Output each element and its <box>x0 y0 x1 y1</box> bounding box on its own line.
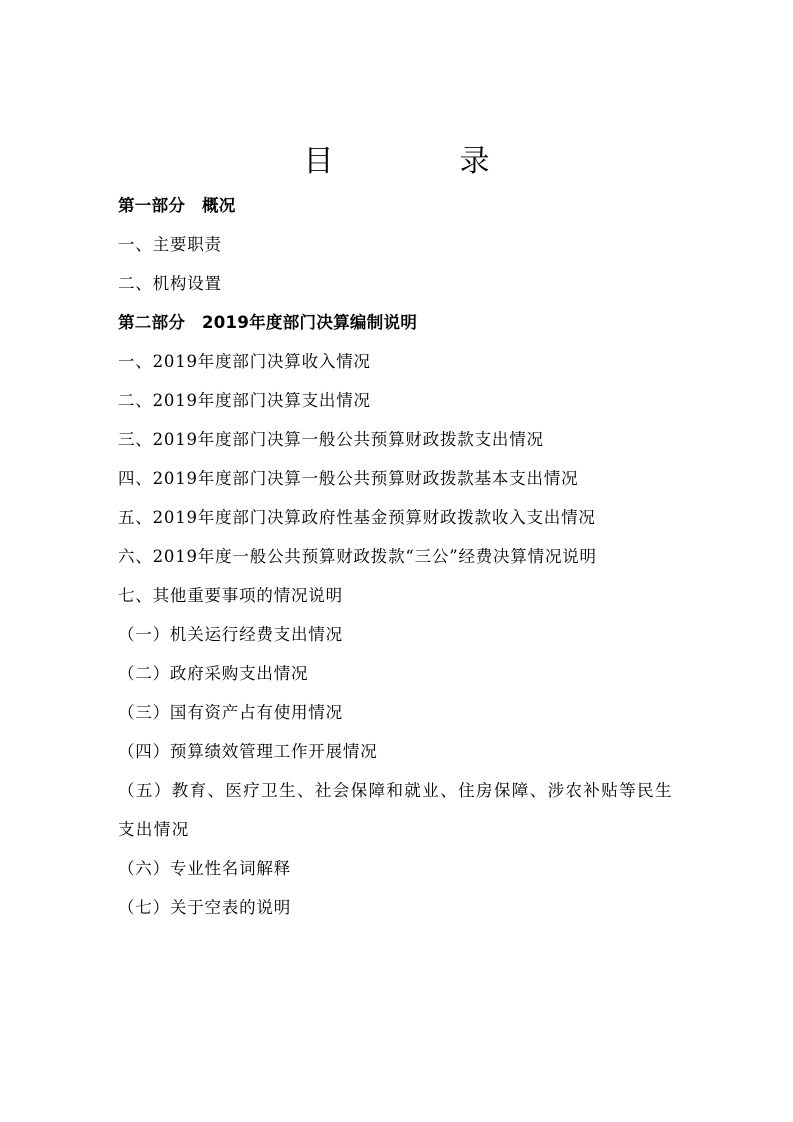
toc-part-1[interactable]: 第一部分 概况 <box>118 196 236 215</box>
toc-item-general-budget-basic-expenditure[interactable]: 四、2019年度部门决算一般公共预算财政拨款基本支出情况 <box>118 469 579 488</box>
toc-subitem-government-procurement[interactable]: （二）政府采购支出情况 <box>118 664 309 683</box>
toc-subitem-glossary[interactable]: （六）专业性名词解释 <box>118 859 291 878</box>
page-title: 目 录 <box>303 144 538 179</box>
toc-part-2[interactable]: 第二部分 2019年度部门决算编制说明 <box>118 313 418 332</box>
toc-item-expenditure[interactable]: 二、2019年度部门决算支出情况 <box>118 391 371 410</box>
table-of-contents <box>118 186 688 927</box>
toc-subitem-performance-management[interactable]: （四）预算绩效管理工作开展情况 <box>118 742 378 761</box>
toc-item-main-duties[interactable]: 一、主要职责 <box>118 235 222 254</box>
toc-item-three-public-expenses[interactable]: 六、2019年度一般公共预算财政拨款“三公”经费决算情况说明 <box>118 547 597 566</box>
toc-item-revenue[interactable]: 一、2019年度部门决算收入情况 <box>118 352 371 371</box>
toc-item-general-budget-expenditure[interactable]: 三、2019年度部门决算一般公共预算财政拨款支出情况 <box>118 430 544 449</box>
toc-item-government-fund[interactable]: 五、2019年度部门决算政府性基金预算财政拨款收入支出情况 <box>118 508 596 527</box>
toc-item-org-setup[interactable]: 二、机构设置 <box>118 274 222 293</box>
toc-subitem-livelihood-expenditure[interactable]: （五）教育、医疗卫生、社会保障和就业、住房保障、涉农补贴等民生支出情况 <box>118 781 673 839</box>
toc-subitem-operating-expenses[interactable]: （一）机关运行经费支出情况 <box>118 625 343 644</box>
toc-subitem-empty-tables[interactable]: （七）关于空表的说明 <box>118 898 291 917</box>
toc-subitem-state-assets[interactable]: （三）国有资产占有使用情况 <box>118 703 343 722</box>
toc-item-other-matters[interactable]: 七、其他重要事项的情况说明 <box>118 586 343 605</box>
